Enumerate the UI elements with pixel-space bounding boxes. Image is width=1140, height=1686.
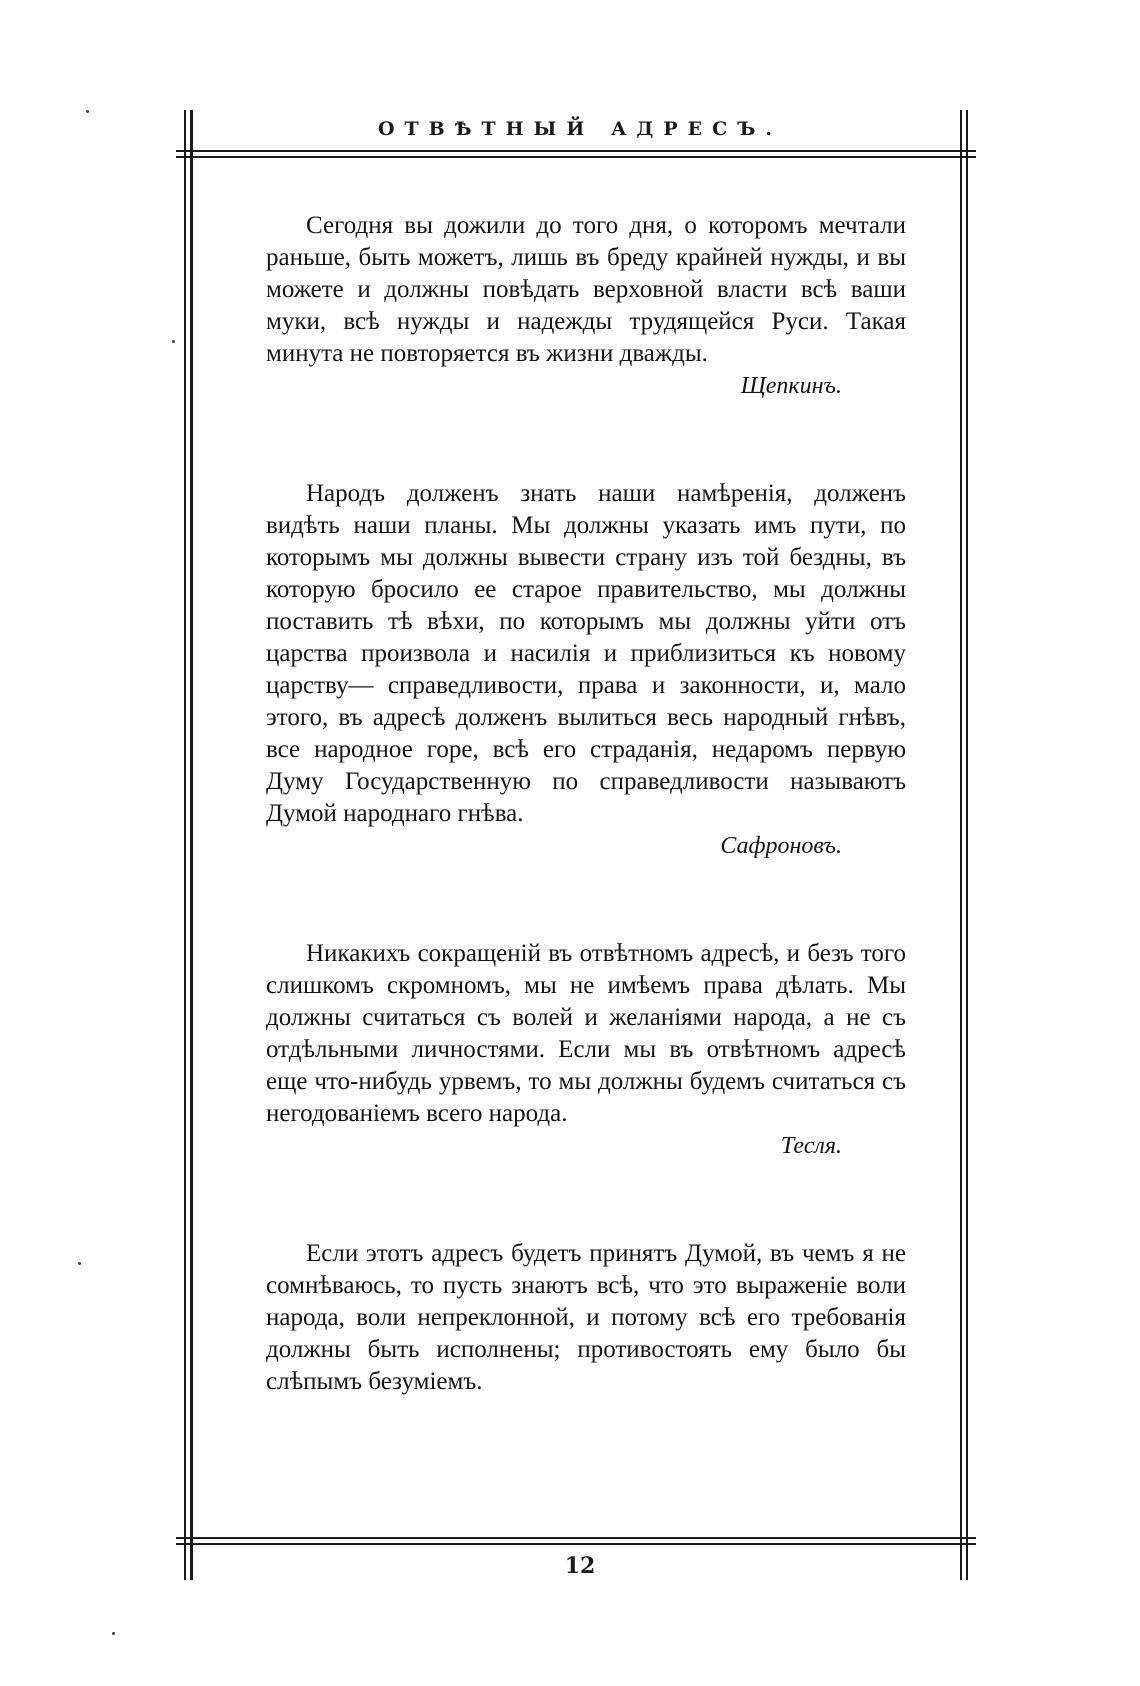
quote-block-3: [266, 938, 906, 1162]
frame-top-rule-1: [176, 150, 976, 152]
quote-author-2: Сафроновъ.: [720, 833, 842, 859]
quote-author-3: Тесля.: [780, 1133, 842, 1159]
quote-block-2: [266, 478, 906, 862]
frame-bottom-rule-2: [176, 1543, 976, 1545]
scan-speck: [172, 340, 175, 343]
page-number: 12: [564, 1553, 596, 1579]
frame-right-outer: [966, 110, 968, 1580]
quote-block-1: [266, 210, 906, 402]
quote-block-4: [266, 1238, 906, 1398]
frame-bottom-rule-1: [176, 1537, 976, 1539]
frame-left-inner: [190, 110, 193, 1580]
scan-speck: [112, 1632, 115, 1635]
frame-top-rule-2: [176, 156, 976, 158]
quote-text-4: Если этотъ адресъ будетъ принятъ Думой, въ чемъ я не сомнѣваюсь, то пусть знаютъ всѣ, что это выраженіе воли народа, воли непреклонной, и потому всѣ его требованія должны быть исполнены; противостоять ему было бы слѣпымъ безуміемъ.: [266, 1240, 906, 1395]
quote-text-2: Народъ долженъ знать наши намѣренія, долженъ видѣть наши планы. Мы должны указать имъ пути, по которымъ мы должны вывести страну изъ той бездны, въ которую бросило ее старое правительство, мы должны поставить тѣ вѣхи, по которымъ мы должны уйти отъ царства произвола и насилія и приблизиться къ новому царству— справедливости, права и законности, и, мало этого, въ адресѣ долженъ вылиться весь народный гнѣвъ, все народное горе, всѣ его страданія, недаромъ первую Думу Государственную по справедливости называютъ Думой народнаго гнѣва.: [266, 480, 906, 827]
frame-right-inner: [960, 110, 962, 1580]
scan-speck: [78, 1262, 81, 1265]
main-content: [266, 210, 906, 1398]
frame-left-outer: [184, 110, 186, 1580]
quote-author-1: Щепкинъ.: [740, 373, 842, 399]
quote-text-1: Сегодня вы дожили до того дня, о которомъ мечтали раньше, быть можетъ, лишь въ бреду крайней нужды, и вы можете и должны повѣдать верховной власти всѣ ваши муки, всѣ нужды и надежды трудящейся Руси. Такая минута не повторяется въ жизни дважды.: [266, 212, 906, 367]
quote-text-3: Никакихъ сокращеній въ отвѣтномъ адресѣ, и безъ того слишкомъ скромномъ, мы не имѣемъ права дѣлать. Мы должны считаться съ волей и желаніями народа, а не съ отдѣльными личностями. Если мы въ отвѣтномъ адресѣ еще что-нибудь урвемъ, то мы должны будемъ считаться съ негодованіемъ всего народа.: [266, 940, 906, 1127]
scan-speck: [86, 110, 89, 113]
running-header: ОТВѢТНЫЙ АДРЕСЪ.: [377, 118, 782, 140]
